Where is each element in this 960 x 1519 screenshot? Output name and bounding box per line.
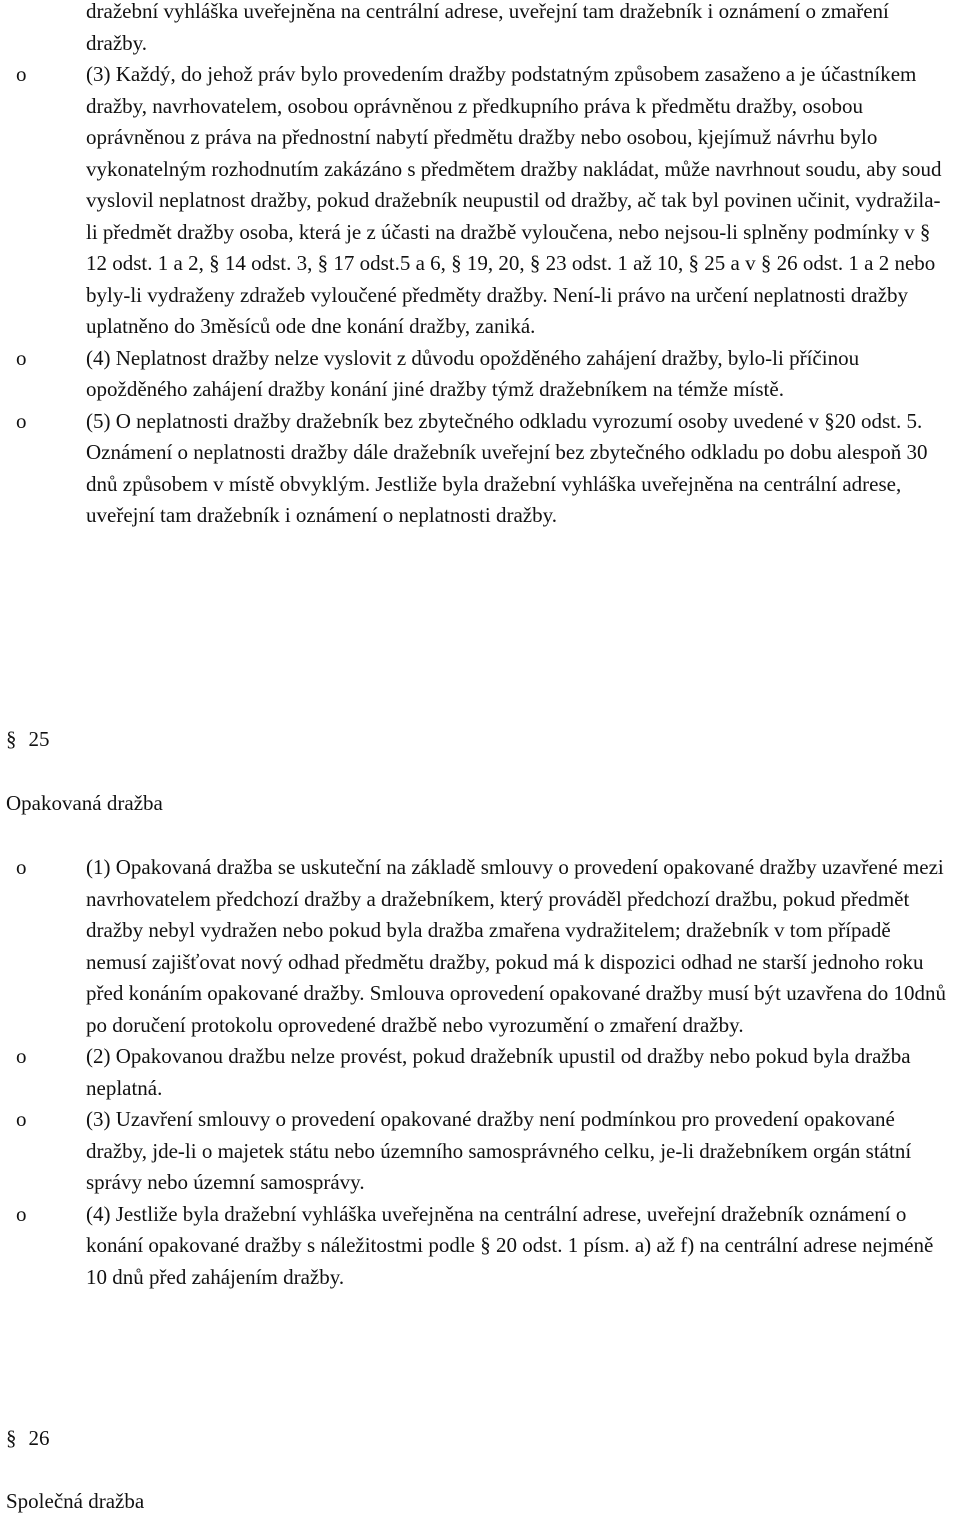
section-title-26 (6, 1486, 144, 1518)
list-item-text: (5) O neplatnosti dražby dražebník bez zbytečného odkladu vyrozumí osoby uvedené v §20 odst. 5. Oznámení o neplatnosti dražby dále dražebník uveřejní bez zbytečného odkladu po dobu alespoň 30 dnů způsobem v místě obvyklým. Jestliže byla dražební vyhláška uveřejněna na centrální adrese, uveřejní tam dražebník i oznámení o neplatnosti dražby. (86, 408, 928, 527)
section-title: Společná dražba (6, 1489, 145, 1513)
list-item-text: (4) Jestliže byla dražební vyhláška uveřejněna na centrální adrese, uveřejní dražebník oznámení o konání opakované dražby s náležitostmi podle § 20 odst. 1 písm. a) až f) na centrální adrese nejméně 10 dnů před zahájením dražby. (86, 1201, 934, 1289)
list-item-text: (4) Neplatnost dražby nelze vyslovit z důvodu opožděného zahájení dražby, bylo-li příčinou opožděného zahájení dražby konání jiné dražby týmž dražebníkem na témže místě. (86, 345, 860, 401)
list-item (0, 406, 960, 532)
bullet: o (16, 1107, 27, 1131)
section-24-tail (0, 0, 960, 532)
list-item (0, 1041, 960, 1104)
section-heading-25 (6, 724, 50, 756)
section-number: 25 (28, 727, 50, 751)
intro-text: dražební vyhláška uveřejněna na centrální adrese, uveřejní tam dražebník i oznámení o zmaření dražby. (86, 0, 889, 55)
section-sign: § (6, 727, 17, 751)
list-item (0, 59, 960, 343)
list-item-text: (1) Opakovaná dražba se uskuteční na základě smlouvy o provedení opakované dražby uzavřené mezi navrhovatelem předchozí dražby a dražebníkem, který prováděl předchozí dražbu, pokud předmět dražby nebyl vydražen nebo pokud byla dražba zmařena vydražitelem; dražebník v tom případě nemusí zajišťovat nový odhad předmětu dražby, pokud má k dispozici odhad ne starší jednoho roku před konáním opakované dražby. Smlouva oprovedení opakované dražby musí být uzavřena do 10dnů po doručení protokolu oprovedené dražbě nebo vyrozumění o zmaření dražby. (86, 855, 946, 1037)
section-25-list (0, 852, 960, 1293)
bullet: o (16, 408, 27, 433)
intro-paragraph (0, 0, 960, 59)
list-item-text: (3) Uzavření smlouvy o provedení opakované dražby není podmínkou pro provedení opakované dražby, jde-li o majetek státu nebo územního samosprávného celku, je-li dražebníkem orgán státní správy nebo územní samosprávy. (86, 1107, 912, 1194)
list-item (0, 1104, 960, 1199)
bullet: o (16, 62, 27, 86)
section-heading-26 (6, 1423, 50, 1455)
section-title: Opakovaná dražba (6, 791, 163, 815)
list-item-text: (2) Opakovanou dražbu nelze provést, pokud dražebník upustil od dražby nebo pokud byla dražba neplatná. (86, 1044, 911, 1100)
bullet: o (16, 1201, 27, 1226)
list-item-text: (3) Každý, do jehož práv bylo provedením dražby podstatným způsobem zasaženo a je účastníkem dražby, navrhovatelem, osobou oprávněnou z předkupního práva k předmětu dražby, osobou oprávněnou z práva na přednostní nabytí předmětu dražby nebo osobou, kjejímuž návrhu bylo vykonatelným rozhodnutím zakázáno s předmětem dražby nakládat, může navrhnout soudu, aby soud vyslovil neplatnost dražby, pokud dražebník neupustil od dražby, ač tak byl povinen učinit, vydražila-li předmět dražby osoba, která je z účasti na dražbě vyloučena, nebo nejsou-li splněny podmínky v § 12 odst. 1 a 2, § 14 odst. 3, § 17 odst.5 a 6, § 19, 20, § 23 odst. 1 až 10, § 25 a v § 26 odst. 1 a 2 nebo byly-li vydraženy zdražeb vyloučené předměty dražby. Není-li právo na určení neplatnosti dražby uplatněno do 3měsíců ode dne konání dražby, zaniká. (86, 62, 942, 338)
list-item (0, 1199, 960, 1294)
list-item (0, 852, 960, 1041)
section-title-25 (6, 788, 163, 820)
bullet: o (16, 855, 27, 879)
bullet: o (16, 345, 27, 370)
bullet: o (16, 1044, 27, 1068)
list-item (0, 343, 960, 406)
section-sign: § (6, 1426, 17, 1450)
section-number: 26 (28, 1426, 50, 1450)
